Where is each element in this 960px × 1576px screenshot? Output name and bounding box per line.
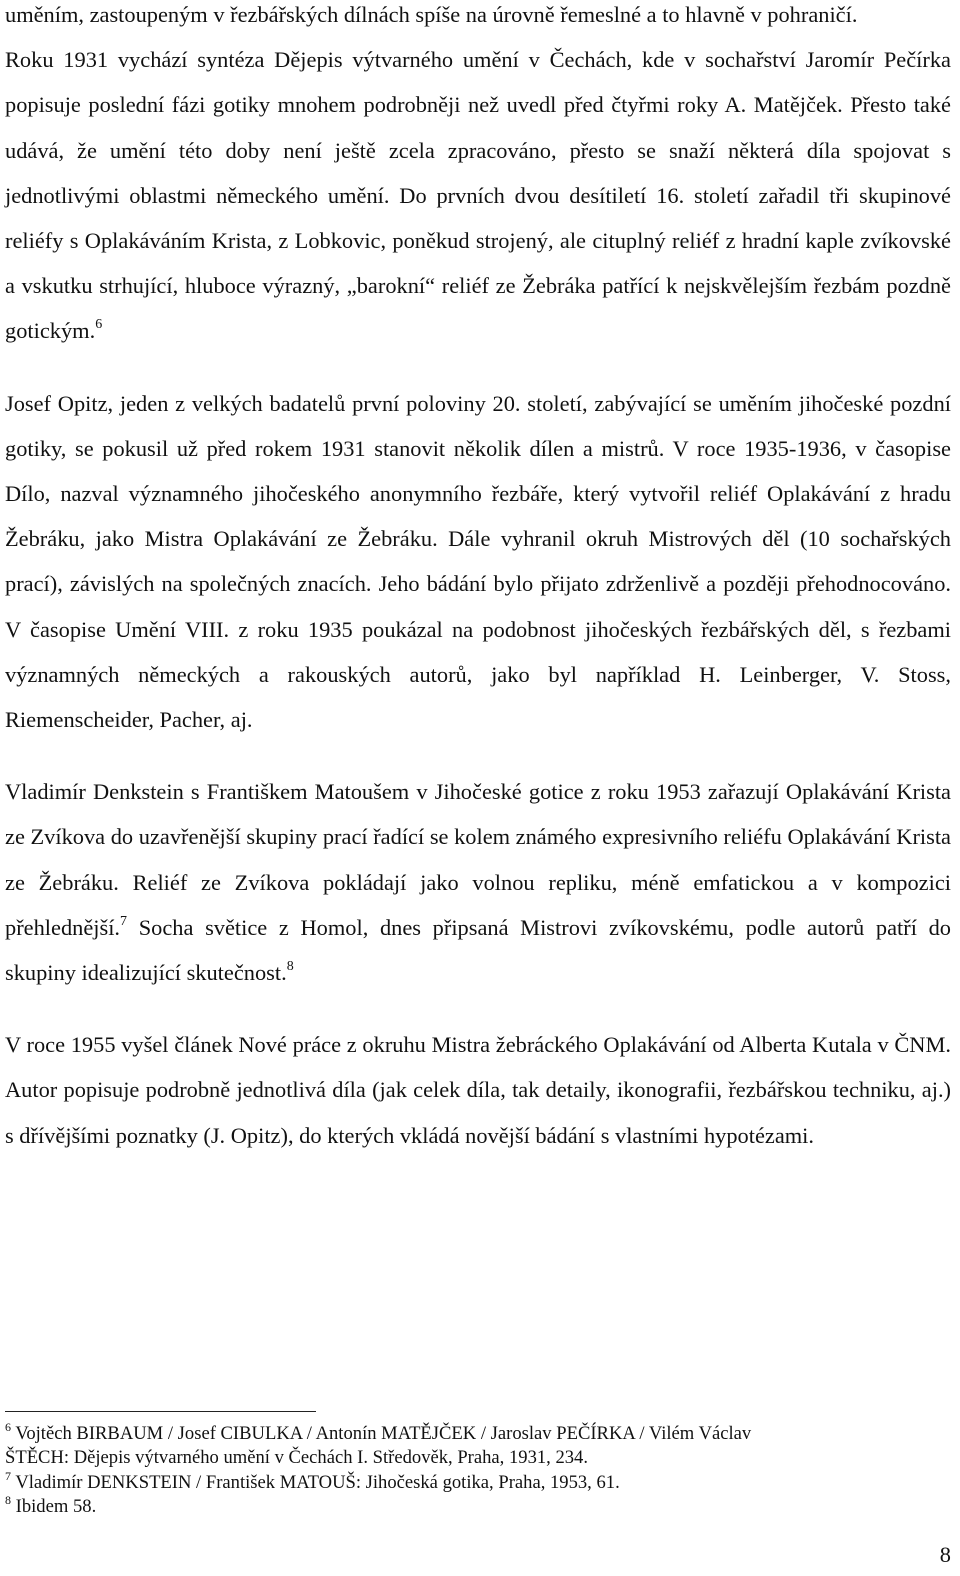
paragraph-3 xyxy=(5,381,951,743)
paragraph-text: uměním, zastoupeným v řezbářských dílnách spíše na úrovně řemeslné a to hlavně v pohraničí. xyxy=(5,2,858,27)
footnote-8 xyxy=(5,1492,951,1519)
footnote-separator xyxy=(5,1411,316,1412)
footnote-6 xyxy=(5,1422,951,1471)
paragraph-1 xyxy=(5,0,951,37)
paragraph-text: Socha světice z Homol, dnes připsaná Mistrovi zvíkovskému, podle autorů patří do skupiny idealizující skutečnost. xyxy=(5,914,951,986)
paragraph-text: V roce 1955 vyšel článek Nové práce z okruhu Mistra žebráckého Oplakávání od Alberta Kutala v ČNM. Autor popisuje podrobně jednotlivá díla (jak celek díla, tak detaily, ikonografii, řezbářskou techniku, aj.) s dřívějšími poznatky (J. Opitz), do kterých vkládá novější bádání s vlastními hypotézami. xyxy=(5,1032,951,1148)
footnote-text: Ibidem 58. xyxy=(15,1495,97,1517)
footnote-text: ŠTĚCH: Dějepis výtvarného umění v Čechách I. Středověk, Praha, 1931, 234. xyxy=(5,1447,588,1469)
footnote-number: 7 xyxy=(5,1468,11,1483)
paragraph-5 xyxy=(5,1022,951,1158)
footnote-7 xyxy=(5,1468,951,1495)
footnotes xyxy=(5,1411,951,1519)
footnote-number: 8 xyxy=(5,1492,11,1507)
document-body xyxy=(5,0,951,1158)
paragraph-text: Roku 1931 vychází syntéza Dějepis výtvarného umění v Čechách, kde v sochařství Jaromír Pečírka popisuje poslední fázi gotiky mnohem podrobněji než uvedl před čtyřmi roky A. Matějček. Přesto také udává, že umění této doby není ještě zcela zpracováno, přesto se snaží některá díla spojovat s jednotlivými oblastmi německého umění. Do prvních dvou desítiletí 16. století zařadil tři skupinové reliéfy s Oplakáváním Krista, z Lobkovic, poněkud strojený, ale cituplný reliéf z hradní kaple zvíkovské a vskutku strhující, hluboce výrazný, „barokní“ reliéf ze Žebráka patřící k nejskvělejším řezbám pozdně gotickým. xyxy=(5,47,951,344)
footnote-text: Vojtěch BIRBAUM / Josef CIBULKA / Antonín MATĚJČEK / Jaroslav PEČÍRKA / Vilém Václav xyxy=(15,1423,752,1444)
paragraph-2 xyxy=(5,37,951,353)
footnote-ref-7[interactable]: 7 xyxy=(120,913,128,929)
footnote-text: Vladimír DENKSTEIN / František MATOUŠ: Jihočeská gotika, Praha, 1953, 61. xyxy=(15,1471,620,1493)
paragraph-text: Vladimír Denkstein s Františkem Matoušem v Jihočeské gotice z roku 1953 zařazují Oplakávání Krista ze Zvíkova do uzavřenější skupiny prací řadící se kolem známého expresivního reliéfu Oplakávání Krista ze Žebráku. Reliéf ze Zvíkova pokládají jako volnou repliku, méně emfatickou a v kompozici přehlednější. xyxy=(5,779,951,940)
footnote-ref-6[interactable]: 6 xyxy=(95,317,103,333)
footnote-ref-8[interactable]: 8 xyxy=(286,959,294,975)
paragraph-4 xyxy=(5,769,951,995)
page-number: 8 xyxy=(939,1542,951,1567)
footnote-number: 6 xyxy=(5,1420,11,1434)
paragraph-text: Josef Opitz, jeden z velkých badatelů první poloviny 20. století, zabývající se uměním jihočeské pozdní gotiky, se pokusil už před rokem 1931 stanovit několik dílen a mistrů. V roce 1935-1936, v časopise Dílo, nazval významného jihočeského anonymního řezbáře, který vytvořil reliéf Oplakávání z hradu Žebráku, jako Mistra Oplakávání ze Žebráku. Dále vyhranil okruh Mistrových děl (10 sochařských prací), závislých na společných znacích. Jeho bádání bylo přijato zdrženlivě a později přehodnocováno. V časopise Umění VIII. z roku 1935 poukázal na podobnost jihočeských řezbářských děl, s řezbami významných německých a rakouských autorů, jako byl například H. Leinberger, V. Stoss, Riemenscheider, Pacher, aj. xyxy=(5,390,951,733)
